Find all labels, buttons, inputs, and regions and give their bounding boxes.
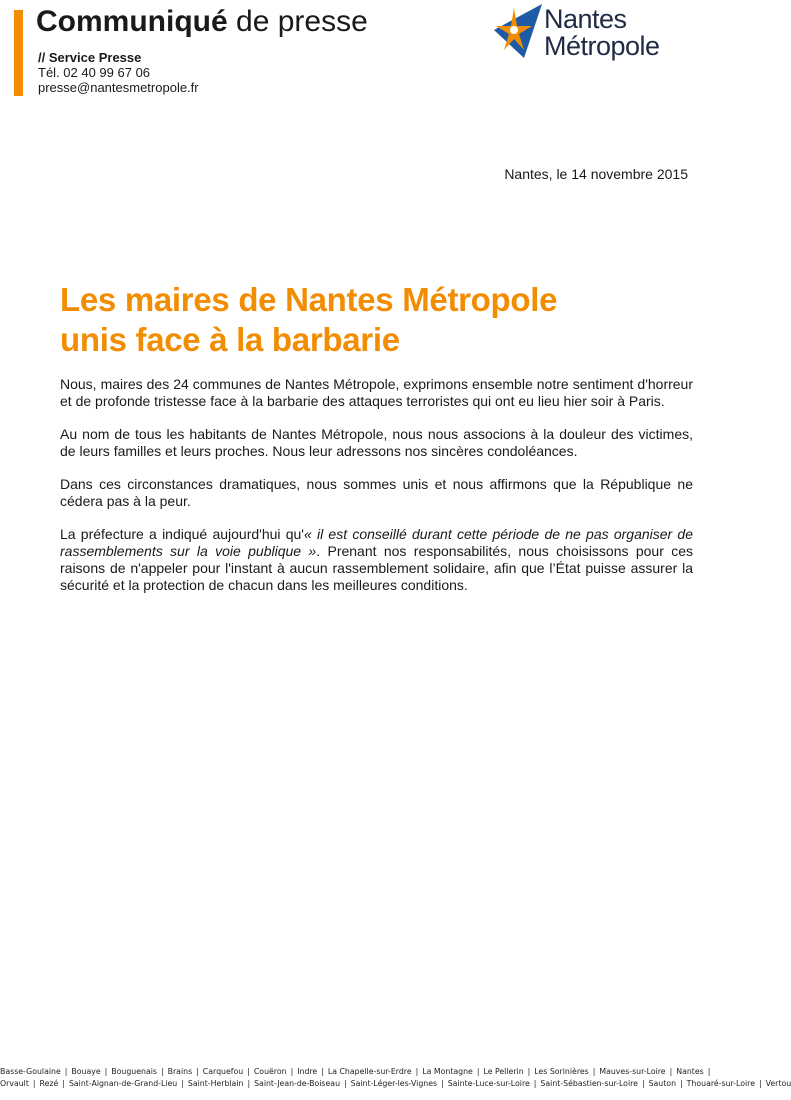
logo-line1: Nantes (544, 4, 627, 34)
commune-separator: | (669, 1067, 673, 1076)
commune-name: La Montagne (422, 1067, 473, 1076)
logo-line2: Métropole (544, 31, 660, 61)
commune-name: Sainte-Luce-sur-Loire (447, 1079, 530, 1088)
release-date: Nantes, le 14 novembre 2015 (504, 166, 688, 182)
press-contact (38, 50, 199, 95)
commune-separator: | (160, 1067, 164, 1076)
commune-separator: | (592, 1067, 596, 1076)
commune-name: Saint-Léger-les-Vignes (350, 1079, 438, 1088)
commune-name: La Chapelle-sur-Erdre (327, 1067, 412, 1076)
commune-name: Nantes (676, 1067, 704, 1076)
commune-name: Bouaye (71, 1067, 101, 1076)
press-phone: Tél. 02 40 99 67 06 (38, 65, 151, 80)
paragraph-2: Au nom de tous les habitants de Nantes Métropole, nous nous associons à la douleur des victimes, de leurs familles et leurs proches. Nous leur adressons nos sincères condoléances. (60, 426, 693, 459)
commune-name: Vertou (765, 1079, 791, 1088)
commune-separator: | (196, 1067, 199, 1076)
commune-separator: | (321, 1067, 324, 1076)
commune-name: Saint-Jean-de-Boiseau (254, 1079, 341, 1088)
logo-wordmark (544, 6, 660, 60)
communes-line-2 (0, 1078, 791, 1090)
communes-footer (0, 1066, 791, 1090)
paragraph-3: Dans ces circonstances dramatiques, nous sommes unis et nous affirmons que la République ne cédera pas à la peur. (60, 476, 693, 509)
prefecture-quote: « il est conseillé durant cette période de ne pas organiser de rassemblements sur la voie publique » (60, 526, 693, 559)
commune-name: Rezé (39, 1079, 59, 1088)
communes-line-1 (0, 1066, 781, 1078)
commune-name: Saint-Sébastien-sur-Loire (540, 1079, 638, 1088)
accent-bar (14, 10, 23, 96)
commune-separator: | (415, 1067, 419, 1076)
headline-line2: unis face à la barbarie (60, 321, 400, 358)
commune-separator: | (680, 1079, 683, 1088)
paragraph-4 (60, 526, 693, 594)
press-email[interactable]: presse@nantesmetropole.fr (38, 80, 199, 95)
commune-name: Couëron (253, 1067, 287, 1076)
commune-separator: | (759, 1079, 762, 1088)
commune-separator: | (104, 1067, 108, 1076)
commune-separator: | (344, 1079, 347, 1088)
document-type-bold: Communiqué (36, 5, 228, 38)
document-type-title (36, 2, 368, 42)
commune-name: Thouaré-sur-Loire (686, 1079, 756, 1088)
commune-separator: | (32, 1079, 36, 1088)
commune-name: Le Pellerin (483, 1067, 524, 1076)
commune-separator: | (441, 1079, 444, 1088)
commune-name: Bouguenais (111, 1067, 157, 1076)
commune-separator: | (247, 1067, 250, 1076)
commune-name: Indre (297, 1067, 318, 1076)
nantes-metropole-logo (492, 2, 702, 72)
commune-name: Basse-Goulaine (0, 1067, 61, 1076)
commune-name: Orvault (0, 1079, 29, 1088)
body-text (60, 376, 693, 610)
document-type-rest: de presse (236, 5, 368, 38)
commune-name: Saint-Aignan-de-Grand-Lieu (68, 1079, 178, 1088)
commune-separator: | (290, 1067, 294, 1076)
press-service-label: // Service Presse (38, 50, 142, 65)
commune-name: Les Sorinières (534, 1067, 589, 1076)
commune-separator: | (527, 1067, 531, 1076)
paragraph-4-rest: . Prenant nos responsabilités, nous choisissons pour ces raisons de n'appeler pour l'instant à aucun rassemblement solidaire, afin que l’État puisse assurer la sécurité et la protection de chacun dans les meilleures conditions. (60, 543, 694, 593)
paragraph-1: Nous, maires des 24 communes de Nantes Métropole, exprimons ensemble notre sentiment d'horreur et de profonde tristesse face à la barbarie des attaques terroristes qui ont eu lieu hier soir à Paris. (60, 376, 693, 409)
commune-separator: | (641, 1079, 645, 1088)
commune-name: Saint-Herblain (187, 1079, 244, 1088)
commune-name: Sauton (648, 1079, 677, 1088)
paragraph-4-intro: La préfecture a indiqué aujourd'hui qu' (60, 526, 304, 542)
logo-star-icon (492, 2, 544, 64)
commune-separator: | (247, 1079, 251, 1088)
commune-separator: | (62, 1079, 65, 1088)
commune-name: Mauves-sur-Loire (599, 1067, 666, 1076)
commune-separator: | (707, 1067, 711, 1076)
headline-line1: Les maires de Nantes Métropole (60, 281, 558, 318)
commune-separator: | (533, 1079, 537, 1088)
commune-separator: | (181, 1079, 184, 1088)
headline (60, 280, 557, 360)
commune-name: Carquefou (202, 1067, 244, 1076)
commune-name: Brains (167, 1067, 193, 1076)
commune-separator: | (476, 1067, 480, 1076)
commune-separator: | (64, 1067, 68, 1076)
